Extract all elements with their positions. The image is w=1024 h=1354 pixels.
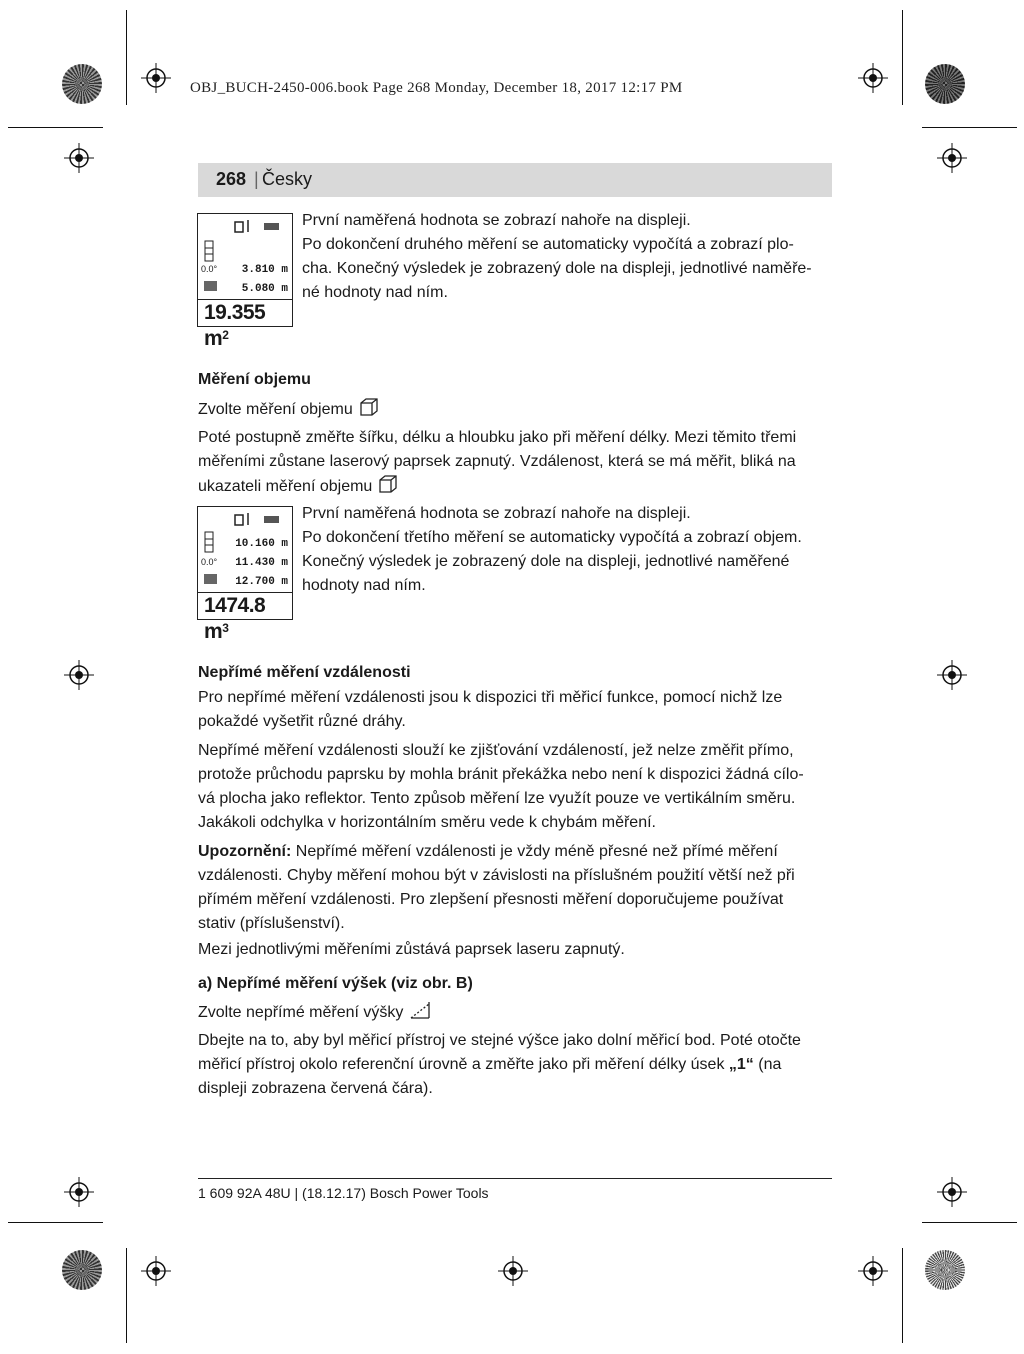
- battery-icon: [264, 223, 280, 230]
- indirect-explanation: Nepřímé měření vzdálenosti slouží ke zjišťování vzdáleností, jež nelze změřit přímo, protože průchodu paprsku by mohla bránit překážka nebo není k dispozici žádná cílo- vá plocha jako reflektor. Tento způsob měření lze využít pouze ve vertikálním směru. Jakákoli odchylka v horizontálním směru vede k chybám měření.: [198, 742, 804, 831]
- registration-mark-icon: [141, 63, 171, 93]
- print-slug: OBJ_BUCH-2450-006.book Page 268 Monday, December 18, 2017 12:17 PM: [190, 80, 683, 96]
- footer-rule: [198, 1178, 832, 1179]
- color-rosette-icon: [62, 1250, 102, 1290]
- volume-select-line: Zvolte měření objemu: [198, 397, 832, 422]
- registration-mark-icon: [64, 143, 94, 173]
- header-language: Česky: [262, 169, 313, 189]
- display-result: 19.355 $m^2$: [198, 299, 292, 326]
- display-result: 1474.8 $m^3$: [198, 592, 292, 619]
- measured-value: 10.160 m: [235, 538, 288, 550]
- indirect-height-mode-icon: [409, 1000, 431, 1020]
- volume-description: První naměřená hodnota se zobrazí nahoře na displeji. Po dokončení třetího měření se automaticky vypočítá a zobrazí objem. Konečný výsledek je zobrazený dole na displeji, jednotlivé naměřené hodnoty nad ním.: [302, 505, 802, 594]
- registration-mark-icon: [64, 660, 94, 690]
- registration-mark-icon: [141, 1256, 171, 1286]
- height-paragraph: Dbejte na to, aby byl měřicí přístroj ve stejné výšce jako dolní měřicí bod. Poté otočte měřicí přístroj okolo referenční úrovně a změřte jako při měření délky úsek „1“ (na displeji zobrazena červená čára).: [198, 1032, 801, 1097]
- page-footer: 1 609 92A 48U | (18.12.17) Bosch Power Tools: [198, 1185, 489, 1201]
- tilt-angle: 0.0°: [201, 264, 218, 274]
- page-header: [198, 163, 832, 197]
- height-select-line: Zvolte nepřímé měření výšky: [198, 1000, 832, 1025]
- indirect-laser-note: Mezi jednotlivými měřeními zůstává paprsek laseru zapnutý.: [198, 941, 625, 958]
- color-rosette-icon: [62, 64, 102, 104]
- indirect-intro: Pro nepřímé měření vzdálenosti jsou k dispozici tři měřicí funkce, pomocí nichž lze pokaždé vyšetřit různé dráhy.: [198, 689, 783, 730]
- tilt-angle: 0.0°: [201, 557, 218, 567]
- registration-mark-icon: [858, 1256, 888, 1286]
- color-rosette-icon: [925, 64, 965, 104]
- section-heading: a) Nepřímé měření výšek (viz obr. B): [198, 975, 473, 992]
- registration-mark-icon: [498, 1256, 528, 1286]
- registration-mark-icon: [937, 660, 967, 690]
- measured-value: 5.080 m: [241, 283, 288, 295]
- measured-value: 12.700 m: [235, 576, 288, 588]
- section-heading: Nepřímé měření vzdálenosti: [198, 664, 411, 681]
- measured-value: 3.810 m: [241, 264, 288, 276]
- page-number: 268: [216, 169, 247, 189]
- volume-mode-icon: [359, 397, 379, 417]
- section-heading: Měření objemu: [198, 371, 311, 388]
- registration-mark-icon: [937, 1177, 967, 1207]
- volume-mode-icon: [378, 474, 398, 494]
- color-rosette-icon: [925, 1250, 965, 1290]
- display-illustration-area: [197, 213, 293, 350]
- laser-reference-icon: [234, 219, 252, 233]
- measured-value: 11.430 m: [235, 557, 288, 569]
- battery-icon: [264, 516, 280, 523]
- area-mode-icon: [204, 281, 217, 291]
- area-description: První naměřená hodnota se zobrazí nahoře na displeji. Po dokončení druhého měření se automaticky vypočítá a zobrazí plo- cha. Konečný výsledek je zobrazený dole na displeji, jednotlivé naměře- né hodnoty nad ním.: [302, 212, 812, 301]
- display-illustration-volume: [197, 506, 293, 643]
- level-gauge-icon: [204, 240, 214, 262]
- indirect-note: Upozornění: Nepřímé měření vzdálenosti je vždy méně přesné než přímé měření vzdálenosti. Chyby měření mohou být v závislosti na příslušném použití větší než při přímém měření vzdálenosti. Pro zlepšení přesnosti měření doporučujeme používat stativ (příslušenství).: [198, 843, 795, 932]
- registration-mark-icon: [64, 1177, 94, 1207]
- volume-paragraph: Poté postupně změřte šířku, délku a hloubku jako při měření délky. Mezi těmito třemi měřeními zůstane laserový paprsek zapnutý. Vzdálenost, která se má měřit, bliká na ukazateli měření objemu: [198, 429, 797, 495]
- volume-mode-indicator-icon: [204, 574, 217, 584]
- registration-mark-icon: [937, 143, 967, 173]
- level-gauge-icon: [204, 531, 214, 553]
- registration-mark-icon: [858, 63, 888, 93]
- header-separator: |: [254, 169, 259, 189]
- laser-reference-icon: [234, 512, 252, 526]
